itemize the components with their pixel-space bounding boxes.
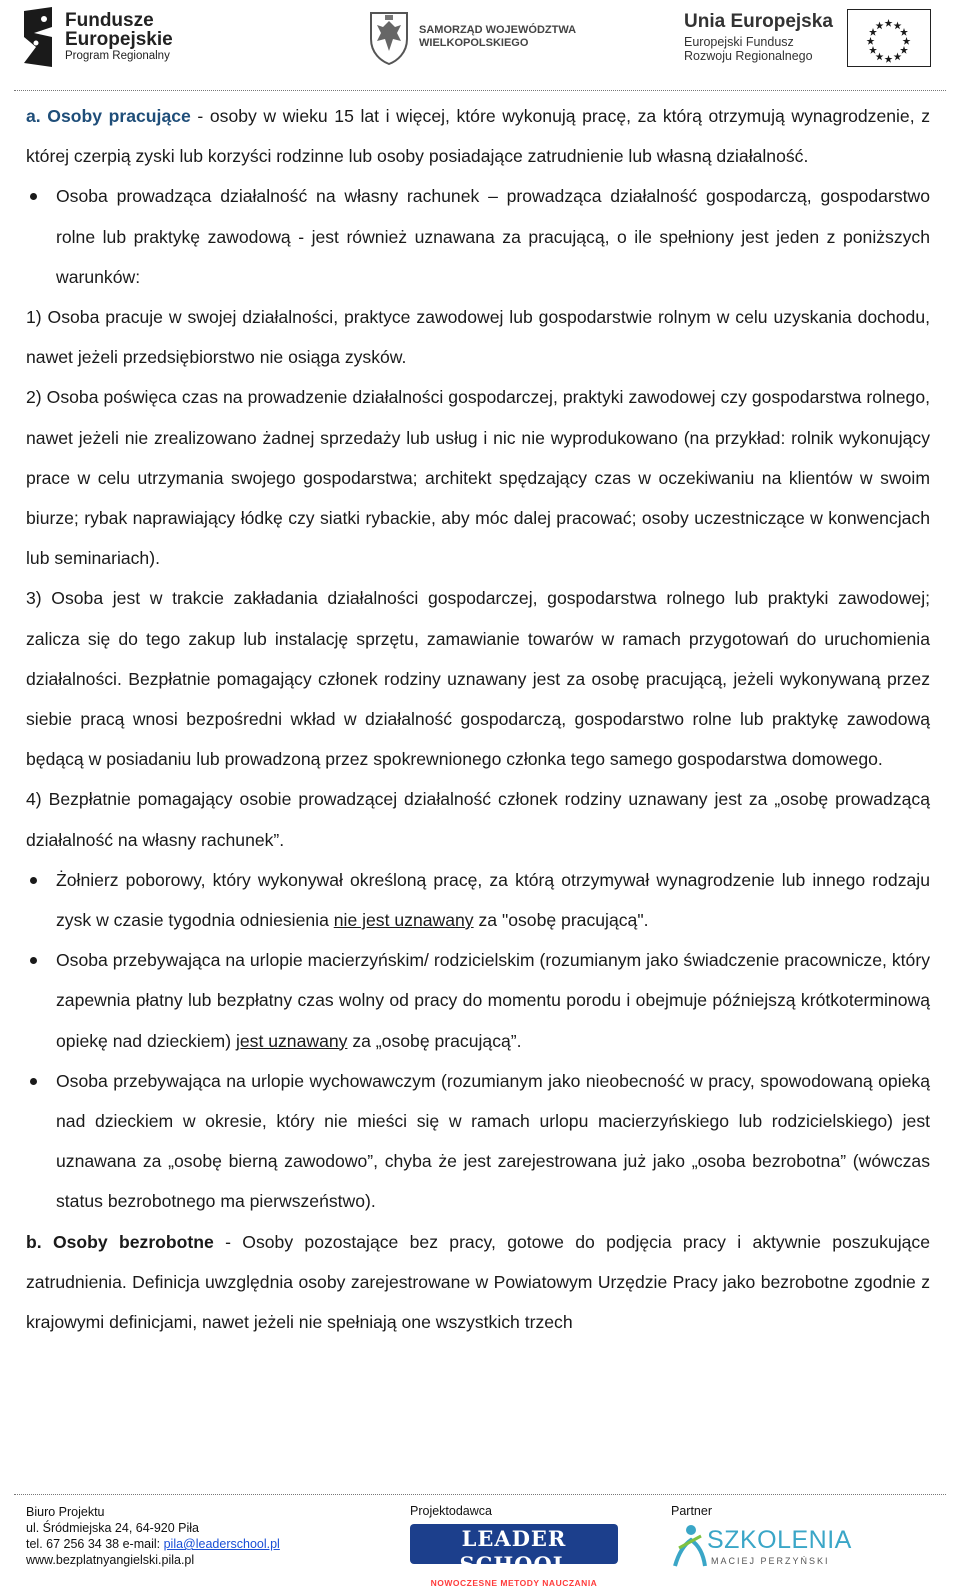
section-a-title: Osoby pracujące (47, 106, 191, 126)
bullet-parental-text: Osoba przebywająca na urlopie wychowawczym (rozumianym jako nieobecność w pracy, spowodowaną opieką nad dzieckiem w okresie, który nie mieści się w ramach urlopu macierzyńskiego lub rodzicielskiego) jest uznawana za „osobę bierną zawodowo”, chyba że jest zarejestrowana już jako „osoba bezrobotna” (wówczas status bezrobotnego ma pierwszeństwo). (56, 1070, 930, 1212)
footer-partner-title: Partner (671, 1504, 712, 1518)
footer-divider (14, 1494, 946, 1495)
condition-4 (26, 779, 930, 859)
leader-school-tagline: NOWOCZESNE METODY NAUCZANIA (430, 1578, 598, 1588)
page-footer (0, 1500, 960, 1586)
section-a-text: osoby w wieku 15 lat i więcej, które wykonują pracę, za którą otrzymują wynagrodzenie, z której czerpią zyski lub korzyści rodzinne lub osoby posiadające zatrudnienie lub własną działalność. (26, 106, 931, 167)
document-body (26, 96, 930, 1342)
bullet-self-employed-text: Osoba prowadząca działalność na własny rachunek – prowadząca działalność gospodarczą, gospodarstwo rolne lub praktykę zawodową - jest również uznawana za pracującą, o ile spełniony jest jeden z poniższych warunków: (56, 186, 930, 287)
bullet-maternity-pre: Osoba przebywająca na urlopie macierzyńskim/ rodzicielskim (rozumianym jako świadczenie pracownicze, który zapewnia płatny lub bezpłatny czas wolny od pracy do momentu porodu i obejmuje późniejszą krótkoterminową opiekę nad dzieckiem) (56, 950, 930, 1051)
leader-school-name: LEADER SCHOOL (459, 1526, 569, 1577)
bullet-self-employed (26, 176, 930, 297)
condition-3 (26, 578, 930, 779)
condition-2-text: 2) Osoba poświęca czas na prowadzenie działalności gospodarczej, praktyki zawodowej czy gospodarstwa rolnego, nawet jeżeli nie zrealizowano żadnej sprzedaży lub usług i nic nie wyprodukowano (na przykład: rolnik wykonujący prace w celu utrzymania swojego gospodarstwa; architekt spędzający czas w oczekiwaniu na klientów w swoim biurze; rybak naprawiający łódkę czy siatki rybackie, aby móc dalej pracować; osoby uczestniczące w konwencjach lub seminariach). (26, 387, 930, 569)
footer-office-address: ul. Śródmiejska 24, 64-920 Piła (26, 1521, 200, 1535)
unia-europejska-logo (684, 8, 931, 68)
section-a-dash: - (190, 106, 210, 126)
footer-partner (671, 1504, 852, 1566)
szkolenia-owner: MACIEJ PERZYŃSKI (711, 1556, 830, 1566)
szkolenia-mark-icon (671, 1522, 707, 1568)
section-b-paragraph (26, 1222, 930, 1343)
section-a-paragraph (26, 96, 930, 176)
ue-line-2: Europejski Fundusz (684, 34, 794, 49)
condition-1-text: 1) Osoba pracuje w swojej działalności, praktyce zawodowej lub gospodarstwie rolnym w celu uzyskania dochodu, nawet jeżeli przedsiębiorstwo nie osiąga zysków. (26, 307, 930, 368)
bullet-parental-leave (26, 1061, 930, 1222)
ue-line-1: Unia Europejska (684, 10, 833, 32)
condition-2 (26, 377, 930, 578)
header-divider (14, 90, 946, 91)
ue-line-3: Rozwoju Regionalnego (684, 49, 813, 64)
footer-website: www.bezplatnyangielski.pila.pl (26, 1553, 195, 1567)
page-header (0, 0, 960, 90)
fundusze-europejskie-logo (22, 6, 173, 68)
sw-line-2: WIELKOPOLSKIEGO (419, 37, 529, 49)
eu-flag-icon (847, 9, 931, 67)
fe-line-2: Europejskie (65, 29, 173, 51)
section-b-dash: - (213, 1231, 243, 1252)
footer-email-link[interactable]: pila@leaderschool.pl (163, 1537, 280, 1551)
szkolenia-logo (671, 1522, 852, 1572)
condition-3-text: 3) Osoba jest w trakcie zakładania działalności gospodarczej, gospodarstwa rolnego lub praktyki zawodowej; zalicza się do tego zakup lub instalację sprzętu, zamawianie towarów w ramach przygotowań do uruchomienia działalności. Bezpłatnie pomagający członek rodziny uznawany jest za osobę pracującą, jeżeli wykonywaną przez siebie pracą wnosi bezpośredni wkład w działalność gospodarczą, gospodarstwo rolne lub praktykę zawodową będącą w posiadaniu lub prowadzoną przez spokrewnionego członka tego samego gospodarstwa domowego. (26, 588, 930, 770)
condition-4-text: 4) Bezpłatnie pomagający osobie prowadzącej działalność członek rodziny uznawany jest za „osobę prowadzącą działalność na własny rachunek”. (26, 789, 930, 850)
section-b-label: b. (26, 1231, 42, 1252)
fundusze-europejskie-mark-icon (22, 7, 56, 67)
bullet-conscript-post: za "osobę pracującą". (473, 910, 649, 931)
fe-line-1: Fundusze (65, 10, 154, 32)
coat-of-arms-icon (367, 9, 411, 65)
leader-school-logo (410, 1524, 618, 1588)
bullet-maternity-leave (26, 940, 930, 1061)
samorzad-wojewodztwa-logo (367, 8, 576, 66)
footer-office-contact (26, 1536, 280, 1552)
bullet-maternity-post: za „osobę pracującą”. (347, 1030, 522, 1051)
bullet-maternity-underlined: jest uznawany (235, 1030, 348, 1051)
footer-office-title: Biuro Projektu (26, 1505, 105, 1519)
footer-applicant-title: Projektodawca (410, 1504, 492, 1518)
footer-tel: tel. 67 256 34 38 e-mail: (26, 1537, 164, 1551)
section-a-label: a. (26, 106, 41, 126)
bullet-conscript-underlined: nie jest uznawany (333, 910, 474, 931)
bullet-conscript (26, 860, 930, 940)
footer-project-office (26, 1504, 280, 1568)
sw-line-1: SAMORZĄD WOJEWÓDZTWA (419, 23, 577, 36)
condition-1 (26, 297, 930, 377)
szkolenia-name: SZKOLENIA (707, 1526, 852, 1554)
footer-project-applicant (410, 1504, 598, 1588)
section-b-text: Osoby pozostające bez pracy, gotowe do podjęcia pracy i aktywnie poszukujące zatrudnienia. Definicja uwzględnia osoby zarejestrowane w Powiatowym Urzędzie Pracy jako bezrobotne zgodnie z krajowymi definicjami, nawet jeżeli nie spełniają one wszystkich trzech (26, 1231, 931, 1333)
section-b-title: Osoby bezrobotne (52, 1231, 214, 1252)
bullet-conscript-pre: Żołnierz poborowy, który wykonywał określoną pracę, za którą otrzymywał wynagrodzenie lub innego rodzaju zysk w czasie tygodnia odniesienia (56, 869, 930, 931)
fe-line-3: Program Regionalny (65, 50, 170, 63)
